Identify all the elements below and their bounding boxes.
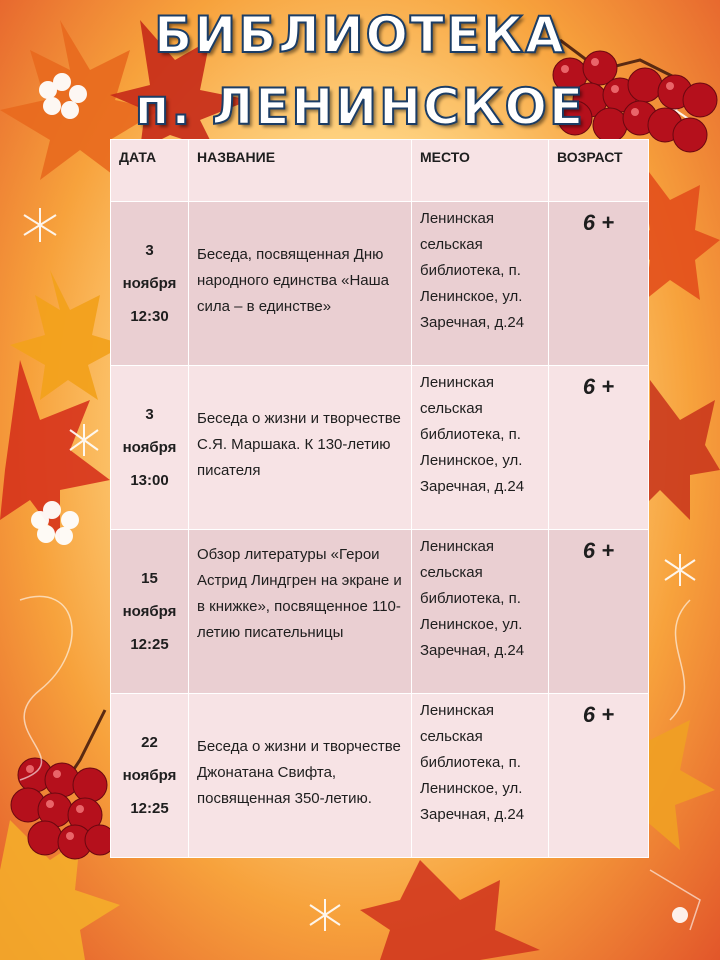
column-header-name: НАЗВАНИЕ [189, 140, 412, 202]
table-row [111, 202, 649, 366]
event-age: 6 + [549, 530, 649, 694]
column-header-date: ДАТА [111, 140, 189, 202]
event-place: Ленинская сельская библиотека, п. Ленинское, ул. Заречная, д.24 [412, 530, 549, 694]
event-date [111, 202, 189, 366]
event-month: ноября [122, 275, 177, 292]
event-date [111, 366, 189, 530]
event-day: 22 [141, 734, 158, 751]
event-day: 3 [145, 242, 154, 259]
white-dot-icon [672, 907, 688, 923]
event-place: Ленинская сельская библиотека, п. Ленинское, ул. Заречная, д.24 [412, 366, 549, 530]
event-time: 12:30 [130, 308, 169, 325]
event-name: Беседа о жизни и творчестве Джонатана Свифта, посвященная 350-летию. [189, 694, 412, 858]
event-name: Беседа, посвященная Дню народного единства «Наша сила – в единстве» [189, 202, 412, 366]
event-month: ноября [122, 767, 177, 784]
table-row [111, 694, 649, 858]
event-date [111, 530, 189, 694]
event-place: Ленинская сельская библиотека, п. Ленинское, ул. Заречная, д.24 [412, 202, 549, 366]
event-name: Беседа о жизни и творчестве С.Я. Маршака. К 130-летию писателя [189, 366, 412, 530]
event-age: 6 + [549, 694, 649, 858]
table-row [111, 530, 649, 694]
page-title-line1: БИБЛИОТЕКА [154, 6, 566, 64]
maple-leaf-icon [360, 860, 540, 960]
event-date [111, 694, 189, 858]
table-header-row [111, 140, 649, 202]
event-age: 6 + [549, 366, 649, 530]
table-row [111, 366, 649, 530]
event-name: Обзор литературы «Герои Астрид Линдгрен на экране и в книжке», посвященное 110-летию писательницы [189, 530, 412, 694]
column-header-place: МЕСТО [412, 140, 549, 202]
column-header-age: ВОЗРАСТ [549, 140, 649, 202]
event-time: 13:00 [130, 472, 169, 489]
event-place: Ленинская сельская библиотека, п. Ленинское, ул. Заречная, д.24 [412, 694, 549, 858]
event-time: 12:25 [130, 800, 169, 817]
page-title-line2: п. ЛЕНИНСКОЕ [134, 78, 586, 136]
event-month: ноября [122, 603, 177, 620]
events-table [110, 139, 649, 858]
event-day: 15 [141, 570, 158, 587]
event-age: 6 + [549, 202, 649, 366]
event-day: 3 [145, 406, 154, 423]
event-time: 12:25 [130, 636, 169, 653]
maple-leaf-icon [10, 270, 125, 400]
event-month: ноября [122, 439, 177, 456]
